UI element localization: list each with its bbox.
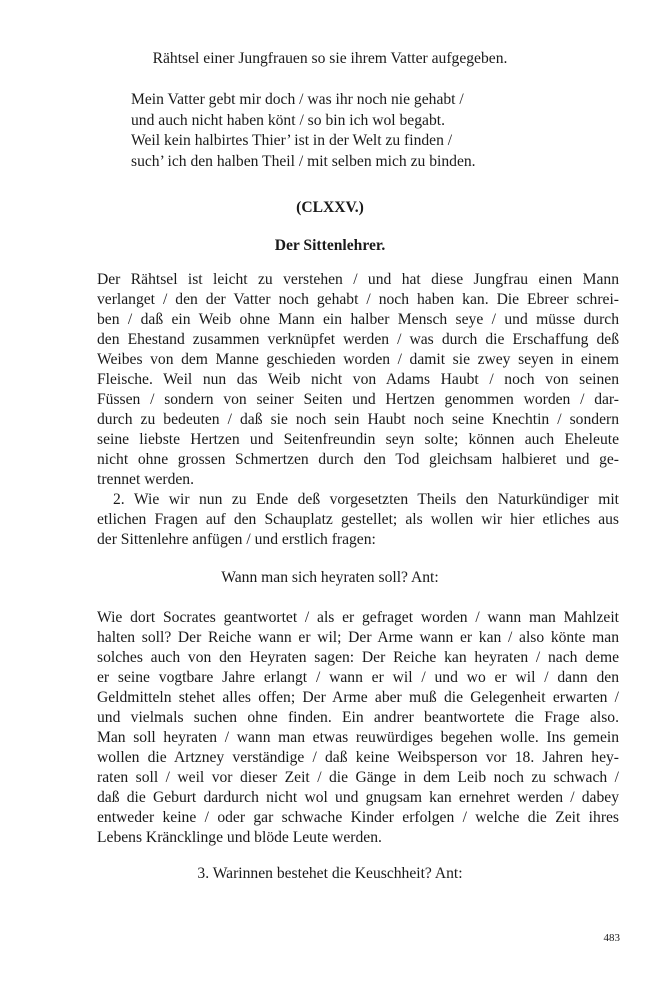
text-line: Geldmitteln stehet alles offen; Der Arme aber muß die Gelegenheit erwarten / bbox=[97, 689, 619, 706]
text-line: nicht ohne grossen Schmertzen durch den Tod gleichsam halbieret und ge- bbox=[97, 451, 619, 468]
text-line: 2. Wie wir nun zu Ende deß vorgesetzten Theils den Naturkündiger mit bbox=[113, 491, 619, 508]
text-line: verlanget / den der Vatter noch gehabt / noch haben kan. Die Ebreer schrei- bbox=[97, 291, 619, 308]
text-line: Fleische. Weil nun das Weib nicht von Adams Haubt / noch von seinen bbox=[97, 371, 619, 388]
page-number: 483 bbox=[603, 932, 620, 944]
text-line: er seine vogtbare Jahre erlangt / wann er wil / und wo er wil / dann den bbox=[97, 669, 619, 686]
text-line: Der Rähtsel ist leicht zu verstehen / und hat diese Jungfrau einen Mann bbox=[97, 271, 619, 288]
text-line: Weibes von dem Manne geschieden worden / damit sie zwey seyen in einem bbox=[97, 351, 619, 368]
text-line: den Ehestand zusammen verknüpfet werden / was durch die Erschaffung deß bbox=[97, 331, 619, 348]
verse-line: Mein Vatter gebt mir doch / was ihr noch nie gehabt / bbox=[131, 91, 464, 108]
text-line: Lebens Kräncklinge und blöde Leute werden. bbox=[97, 829, 382, 846]
verse-line: such’ ich den halben Theil / mit selben mich zu binden. bbox=[131, 152, 476, 170]
paragraph-2 bbox=[97, 490, 619, 550]
text-line: durch zu bedeuten / daß sie noch sein Haubt noch seine Knechtin / sondern bbox=[97, 411, 619, 428]
text-line: ben / daß ein Weib ohne Mann ein halber Mensch seye / und müsse durch bbox=[97, 311, 619, 328]
section-number: (CLXXV.) bbox=[296, 199, 364, 216]
text-line: seine liebste Hertzen und Seitenfreundin seyn solte; können auch Eheleute bbox=[97, 431, 619, 448]
text-line: halten soll? Der Reiche wann er wil; Der Arme wann er kan / also könte man bbox=[97, 629, 619, 646]
text-line: etlichen Fragen auf den Schauplatz gestellet; als wollen wir hier etliches aus bbox=[97, 511, 619, 528]
question-heading-1: Wann man sich heyraten soll? Ant: bbox=[221, 569, 439, 586]
text-line: raten soll / weil vor dieser Zeit / die Gänge in dem Leib noch zu schwach / bbox=[97, 769, 619, 786]
verse-line: Weil kein halbirtes Thier’ ist in der Welt zu finden / bbox=[131, 132, 453, 150]
riddle-title: Rähtsel einer Jungfrauen so sie ihrem Vatter aufgegeben. bbox=[152, 50, 508, 67]
paragraph-1 bbox=[97, 270, 619, 490]
text-line: wollen die Artzney verständige / daß keine Weibsperson vor 18. Jahren hey- bbox=[97, 749, 619, 766]
question-heading-2: 3. Warinnen bestehet die Keuschheit? Ant: bbox=[197, 865, 463, 882]
section-title: Der Sittenlehrer. bbox=[274, 237, 386, 254]
text-line: Wie dort Socrates geantwortet / als er gefraget worden / wann man Mahlzeit bbox=[97, 609, 619, 626]
paragraph-3 bbox=[97, 608, 619, 848]
text-line: Füssen / sondern von seiner Seiten und Hertzen genommen worden / dar- bbox=[97, 391, 619, 408]
riddle-verse bbox=[131, 90, 611, 172]
text-line: Man soll heyraten / wann man etwas reuwürdiges begehen wolle. Ins gemein bbox=[97, 729, 619, 746]
text-line: entweder keine / oder gar schwache Kinder erfolgen / welche die Zeit ihres bbox=[97, 809, 619, 826]
verse-line: und auch nicht haben könt / so bin ich wol begabt. bbox=[131, 111, 445, 129]
text-line: und vielmals suchen ohne finden. Ein andrer beantwortete die Frage also. bbox=[97, 709, 619, 726]
text-line: daß die Geburt dardurch nicht wol und gnugsam kan ernehret werden / dabey bbox=[97, 789, 619, 806]
text-line: trennet werden. bbox=[97, 471, 194, 488]
text-line: solches auch von den Heyraten sagen: Der Reiche kan heyraten / nach deme bbox=[97, 649, 619, 666]
text-line: der Sittenlehre anfügen / und erstlich fragen: bbox=[97, 531, 376, 548]
